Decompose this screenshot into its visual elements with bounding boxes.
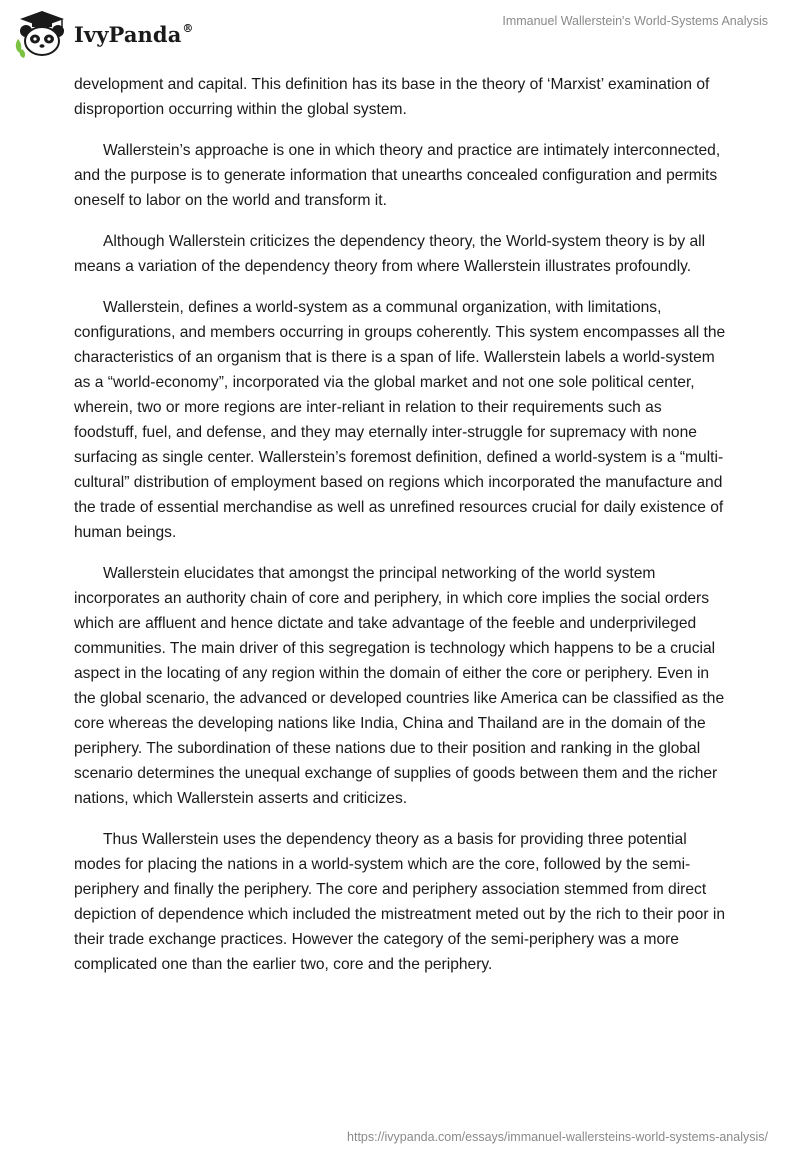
essay-body (74, 72, 728, 993)
brand-name: IvyPanda® (74, 21, 194, 47)
paragraph: Although Wallerstein criticizes the dependency theory, the World-system theory is by all means a variation of the dependency theory from where Wallerstein illustrates profoundly. (74, 233, 706, 275)
paragraph: Thus Wallerstein uses the dependency theory as a basis for providing three potential modes for placing the nations in a world-system which are the core, followed by the semi-periphery and finally the periphery. The core and periphery association stemmed from direct depiction of dependence which included the mistreatment meted out by the rich to their poor in their trade exchange practices. However the category of the semi-periphery was a more complicated one than the earlier two, core and the periphery. (74, 831, 725, 973)
panda-logo-icon (14, 9, 70, 59)
paragraph: Wallerstein’s approache is one in which theory and practice are intimately interconnected, and the purpose is to generate information that unearths concealed configuration and permits oneself to labor on the world and transform it. (74, 142, 721, 209)
document-title: Immanuel Wallerstein's World-Systems Analysis (502, 14, 768, 28)
source-url[interactable]: https://ivypanda.com/essays/immanuel-wallersteins-world-systems-analysis/ (347, 1130, 768, 1144)
paragraph: Wallerstein, defines a world-system as a communal organization, with limitations, configurations, and members occurring in groups coherently. This system encompasses all the characteristics of an organism that is there is a span of life. Wallerstein labels a world-system as a “world-economy”, incorporated via the global market and not one sole political center, wherein, two or more regions are inter-reliant in relation to their requirements such as foodstuff, fuel, and defense, and they may eternally inter-struggle for supremacy with none surfacing as single center. Wallerstein’s foremost definition, defined a world-system is a “multi-cultural” distribution of employment based on regions which incorporated the manufacture and the trade of essential merchandise as well as unrefined resources crucial for daily existence of human beings. (74, 299, 726, 541)
site-logo[interactable] (14, 8, 194, 60)
paragraph: Wallerstein elucidates that amongst the principal networking of the world system incorporates an authority chain of core and periphery, in which core implies the social orders which are affluent and hence dictate and take advantage of the feeble and underprivileged communities. The main driver of this segregation is technology which happens to be a crucial aspect in the locating of any region within the domain of either the core or periphery. Even in the global scenario, the advanced or developed countries like America can be classified as the core whereas the developing nations like India, China and Thailand are in the domain of the periphery. The subordination of these nations due to their position and ranking in the global scenario determines the unequal exchange of supplies of goods between them and the richer nations, which Wallerstein asserts and criticizes. (74, 565, 725, 807)
paragraph: development and capital. This definition has its base in the theory of ‘Marxist’ examination of disproportion occurring within the global system. (74, 76, 710, 118)
page-header (0, 0, 800, 70)
